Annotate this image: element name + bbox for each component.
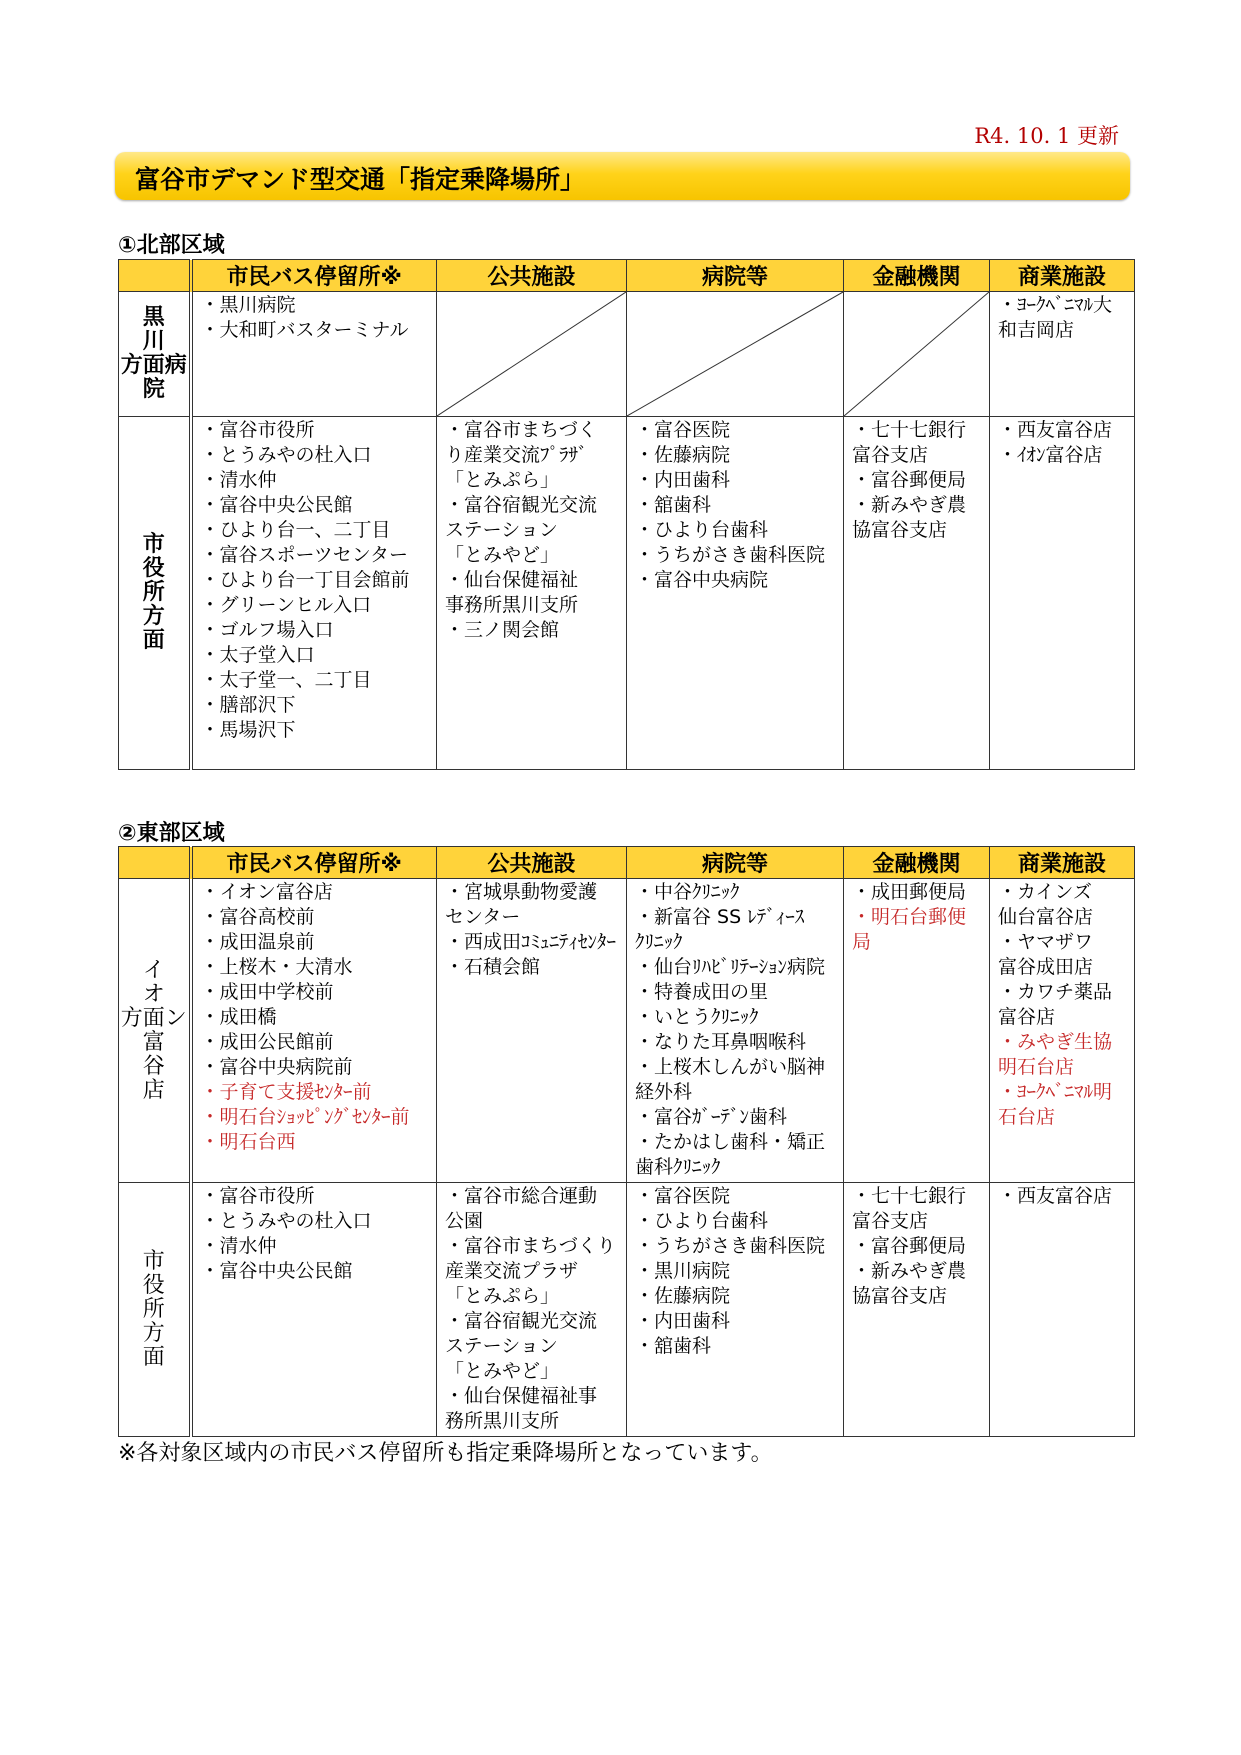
north-row-kurokawa [119, 292, 1135, 417]
list-item: ・富谷中央病院 [635, 569, 769, 591]
list-item: ・ひより台歯科 [635, 1210, 769, 1232]
list-item: ・膳部沢下 [200, 694, 296, 716]
hospital-list [627, 417, 844, 770]
list-item: ・成田中学校前 [200, 981, 334, 1003]
list-item: ・たかはし歯科・矯正 [635, 1131, 826, 1153]
list-item: 局 [852, 931, 872, 953]
list-item: ・中谷ｸﾘﾆｯｸ [635, 881, 740, 903]
east-header-row [119, 847, 1135, 879]
update-date: R4. 10. 1 更新 [974, 124, 1119, 148]
list-item: ・富谷高校前 [200, 906, 315, 928]
public-facility-list [437, 417, 627, 770]
direction-cell [119, 292, 191, 417]
list-item: ・明石台ｼｮｯﾋﾟﾝｸﾞｾﾝﾀｰ前 [200, 1106, 410, 1128]
list-item: ・子育て支援ｾﾝﾀｰ前 [200, 1081, 372, 1103]
list-item: センター [445, 906, 521, 928]
list-item: ・ひより台一、二丁目 [200, 519, 391, 541]
east-row-aeon [119, 879, 1135, 1183]
title-banner [115, 152, 1130, 200]
list-item: ・宮城県動物愛護 [445, 881, 598, 903]
direction-label-line: 店 [142, 1077, 165, 1103]
list-item: ・ｲｵﾝ富谷店 [998, 444, 1103, 466]
list-item: ・仙台保健福祉 [445, 569, 579, 591]
list-item: ・佐藤病院 [635, 1285, 731, 1307]
public-facility-list [437, 1183, 627, 1437]
list-item: ・舘歯科 [635, 494, 712, 516]
list-item: ・グリーンヒル入口 [200, 594, 372, 616]
list-item: ・富谷郵便局 [852, 469, 967, 491]
list-item: 明石台店 [998, 1056, 1075, 1078]
direction-label-line: 黒 [142, 305, 165, 330]
bus-stop-list [191, 879, 437, 1183]
direction-label-line: 方 [142, 604, 165, 629]
list-item: 富谷成田店 [998, 956, 1094, 978]
empty-cell [844, 292, 990, 417]
empty-cell [437, 292, 627, 417]
col-public: 公共施設 [437, 847, 627, 879]
list-item: 富谷支店 [852, 1210, 929, 1232]
list-item: 事務所黒川支所 [445, 594, 579, 616]
list-item: ・イオン富谷店 [200, 881, 333, 903]
diagonal-line [627, 292, 843, 416]
finance-list [844, 879, 990, 1183]
corner-cell [119, 260, 191, 292]
direction-label-line: 院 [142, 377, 165, 402]
diagonal-line [437, 292, 626, 416]
commercial-list [990, 879, 1135, 1183]
list-item: ・仙台保健福祉事 [445, 1385, 598, 1407]
direction-cell [119, 879, 191, 1183]
list-item: ・石積会館 [445, 956, 541, 978]
list-item: ・上桜木・大清水 [200, 956, 353, 978]
list-item: ・富谷ｶﾞｰﾃﾞﾝ歯科 [635, 1106, 788, 1128]
direction-label-line: 方 [142, 1320, 165, 1346]
col-commercial: 商業施設 [990, 847, 1135, 879]
list-item: ・富谷市まちづく [445, 419, 597, 441]
direction-cell [119, 417, 191, 770]
list-item: ・西成田ｺﾐｭﾆﾃｨｾﾝﾀｰ [445, 931, 617, 953]
list-item: 務所黒川支所 [445, 1410, 560, 1432]
list-item: ｸﾘﾆｯｸ [635, 931, 683, 953]
direction-label-line: 面 [142, 1344, 165, 1370]
list-item: ・富谷宿観光交流 [445, 494, 598, 516]
diagonal-line [844, 292, 989, 416]
list-item: ・馬場沢下 [200, 719, 296, 741]
list-item: ・富谷宿観光交流 [445, 1310, 598, 1332]
list-item: ・内田歯科 [635, 469, 731, 491]
list-item: ・佐藤病院 [635, 444, 731, 466]
col-finance: 金融機関 [844, 260, 990, 292]
direction-label-line: 役 [142, 1272, 165, 1298]
commercial-list [990, 292, 1135, 417]
list-item: 仙台富谷店 [998, 906, 1094, 928]
list-item: ・みやぎ生協 [998, 1031, 1113, 1053]
list-item: 富谷支店 [852, 444, 929, 466]
bus-stop-list [191, 1183, 437, 1437]
east-table [118, 846, 1135, 1437]
list-item: ・仙台ﾘﾊﾋﾞﾘﾃｰｼｮﾝ病院 [635, 956, 826, 978]
list-item: ・西友富谷店 [998, 1185, 1113, 1207]
empty-cell [627, 292, 844, 417]
list-item: ・富谷医院 [635, 1185, 731, 1207]
list-item: ・新富谷 SS ﾚﾃﾞｨｰｽ [635, 906, 805, 928]
list-item: ・黒川病院 [200, 294, 296, 316]
list-item: ・内田歯科 [635, 1310, 731, 1332]
list-item: ・とうみやの杜入口 [200, 444, 372, 466]
direction-cell [119, 1183, 191, 1437]
commercial-list [990, 417, 1135, 770]
list-item: ・富谷市まちづくり [445, 1235, 616, 1257]
direction-label-line: 所 [142, 1296, 165, 1322]
list-item: ・西友富谷店 [998, 419, 1113, 441]
list-item: ステーション [445, 1335, 558, 1357]
list-item: ・富谷中央公民館 [200, 1260, 353, 1282]
list-item: ステーション [445, 519, 558, 541]
list-item: ・太子堂一、二丁目 [200, 669, 372, 691]
list-item: 和吉岡店 [998, 319, 1075, 341]
list-item: ・成田温泉前 [200, 931, 315, 953]
direction-label-line: イ [142, 957, 165, 983]
list-item: ・黒川病院 [635, 1260, 731, 1282]
list-item: ・七十七銀行 [852, 419, 967, 441]
list-item: ・明石台西 [200, 1131, 296, 1153]
list-item: ・ひより台歯科 [635, 519, 769, 541]
list-item: 「とみやど」 [445, 544, 560, 566]
col-bus: 市民バス停留所※ [191, 847, 437, 879]
list-item: ・ヤマザワ [998, 931, 1094, 953]
list-item: ・富谷中央公民館 [200, 494, 353, 516]
list-item: 産業交流プラザ [445, 1260, 579, 1282]
direction-label-line: 市 [142, 532, 165, 557]
list-item: ・大和町バスターミナル [200, 319, 409, 341]
list-item: ・清水仲 [200, 1235, 277, 1257]
list-item: ・なりた耳鼻咽喉科 [635, 1031, 807, 1053]
list-item: ・富谷市役所 [200, 1185, 315, 1207]
north-header-row [119, 260, 1135, 292]
list-item: ・ﾖｰｸﾍﾞﾆﾏﾙ明 [998, 1081, 1113, 1103]
list-item: ・富谷市総合運動 [445, 1185, 598, 1207]
direction-label-line: 谷 [142, 1053, 165, 1079]
direction-label-line: 市 [142, 1248, 165, 1274]
list-item: ・富谷郵便局 [852, 1235, 967, 1257]
north-section-heading: ①北部区域 [118, 233, 225, 258]
list-item: ・上桜木しんがい脳神 [635, 1056, 826, 1078]
direction-label-line: 面 [142, 628, 165, 653]
col-hospital: 病院等 [627, 260, 844, 292]
direction-label-line: 役 [142, 556, 165, 581]
north-table [118, 259, 1135, 770]
list-item: ・成田橋 [200, 1006, 277, 1028]
finance-list [844, 417, 990, 770]
north-row-cityhall [119, 417, 1135, 770]
bus-stop-list [191, 292, 437, 417]
list-item: ・ゴルフ場入口 [200, 619, 334, 641]
col-public: 公共施設 [437, 260, 627, 292]
direction-label-line: 川 [142, 329, 165, 354]
col-hospital: 病院等 [627, 847, 844, 879]
east-row-cityhall [119, 1183, 1135, 1437]
list-item: ・うちがさき歯科医院 [635, 544, 826, 566]
list-item: ・ひより台一丁目会館前 [200, 569, 410, 591]
finance-list [844, 1183, 990, 1437]
list-item: ・新みやぎ農 [852, 1260, 967, 1282]
list-item: 「とみやど」 [445, 1360, 560, 1382]
list-item: ・成田郵便局 [852, 881, 967, 903]
list-item: ・明石台郵便 [852, 906, 967, 928]
direction-label-line: 方面病 [120, 353, 187, 378]
list-item: 経外科 [635, 1081, 693, 1103]
list-item: ・富谷スポーツセンター [200, 544, 408, 566]
list-item: 公園 [445, 1210, 484, 1232]
list-item: ・成田公民館前 [200, 1031, 334, 1053]
col-commercial: 商業施設 [990, 260, 1135, 292]
list-item: ・ﾖｰｸﾍﾞﾆﾏﾙ大 [998, 294, 1113, 316]
list-item: 富谷店 [998, 1006, 1056, 1028]
bus-stop-list [191, 417, 437, 770]
page-title: 富谷市デマンド型交通「指定乗降場所」 [135, 165, 586, 194]
col-finance: 金融機関 [844, 847, 990, 879]
list-item: 「とみぷら」 [445, 1285, 560, 1307]
footnote: ※各対象区域内の市民バス停留所も指定乗降場所となっています。 [118, 1441, 773, 1466]
list-item: ・特養成田の里 [635, 981, 769, 1003]
list-item: ・カワチ薬品 [998, 981, 1113, 1003]
direction-label-line: 方面ン富 [120, 1005, 187, 1055]
list-item: ・七十七銀行 [852, 1185, 967, 1207]
commercial-list [990, 1183, 1135, 1437]
list-item: ・富谷医院 [635, 419, 731, 441]
list-item: り産業交流ﾌﾟﾗｻﾞ [445, 444, 588, 466]
list-item: 石台店 [998, 1106, 1056, 1128]
list-item: ・富谷市役所 [200, 419, 315, 441]
hospital-list [627, 1183, 844, 1437]
corner-cell [119, 847, 191, 879]
list-item: ・新みやぎ農 [852, 494, 967, 516]
list-item: ・富谷中央病院前 [200, 1056, 353, 1078]
list-item: 歯科ｸﾘﾆｯｸ [635, 1156, 721, 1178]
list-item: 協富谷支店 [852, 1285, 948, 1307]
list-item: ・いとうｸﾘﾆｯｸ [635, 1006, 759, 1028]
col-bus: 市民バス停留所※ [191, 260, 437, 292]
list-item: 「とみぷら」 [445, 469, 560, 491]
east-section-heading: ②東部区域 [118, 821, 225, 846]
public-facility-list [437, 879, 627, 1183]
list-item: ・うちがさき歯科医院 [635, 1235, 826, 1257]
list-item: ・太子堂入口 [200, 644, 315, 666]
list-item: ・とうみやの杜入口 [200, 1210, 372, 1232]
list-item: ・カインズ [998, 881, 1092, 903]
list-item: 協富谷支店 [852, 519, 948, 541]
list-item: ・舘歯科 [635, 1335, 712, 1357]
list-item: ・清水仲 [200, 469, 277, 491]
list-item: ・三ノ関会館 [445, 619, 560, 641]
direction-label-line: 所 [142, 580, 165, 605]
hospital-list [627, 879, 844, 1183]
direction-label-line: オ [142, 981, 165, 1007]
